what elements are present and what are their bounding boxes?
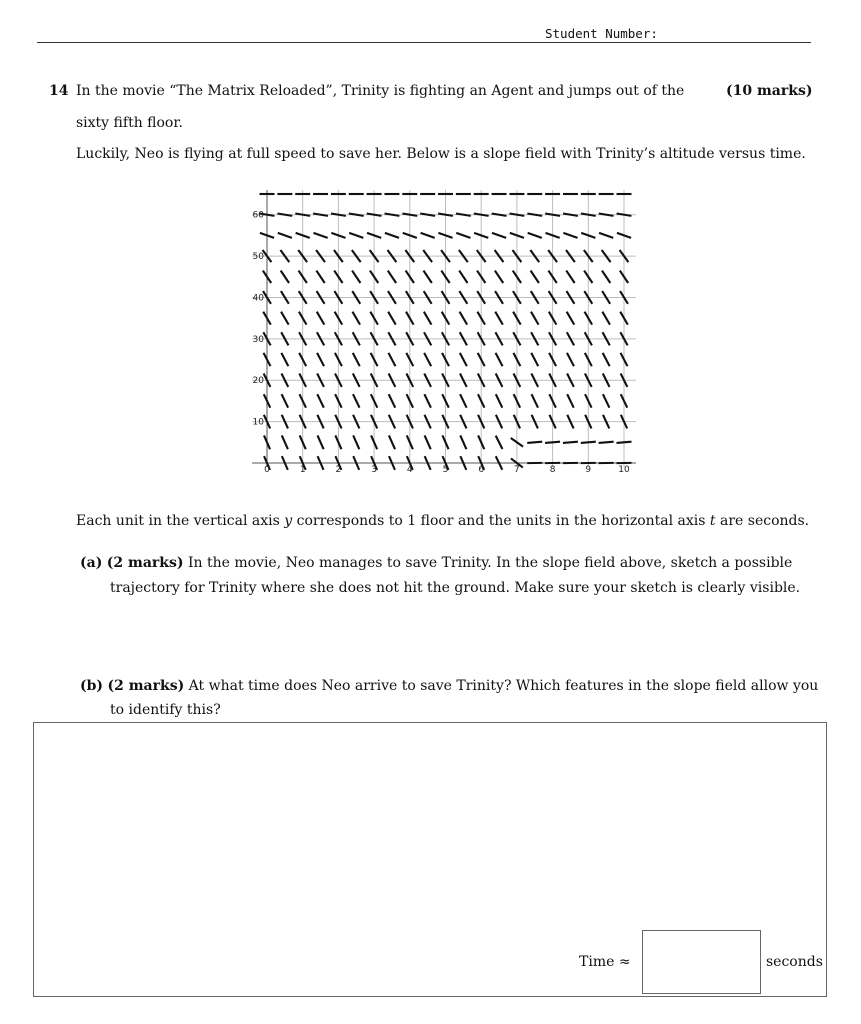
slope-segment-t4-y60 — [402, 213, 417, 215]
slope-segment-t7-y60 — [510, 213, 525, 215]
slope-segment-t5.5-y55 — [456, 233, 470, 238]
part-b-text-1: At what time does Neo arrive to save Trinity? Which features in the slope field allow you — [184, 678, 819, 694]
slope-segment-t9.5-y35 — [602, 312, 610, 325]
slope-segment-t6.5-y25 — [496, 353, 503, 366]
slope-segment-t6.5-y60 — [492, 213, 507, 215]
units-text-middle: corresponds to 1 floor and the units in the horizontal axis — [292, 513, 710, 529]
seconds-label: seconds — [766, 954, 823, 970]
slope-segment-t5.5-y60 — [456, 213, 471, 215]
student-number-label: Student Number: — [545, 26, 658, 41]
slope-segment-t8.5-y35 — [567, 312, 575, 325]
slope-segment-t5-y60 — [438, 213, 453, 215]
slope-segment-t3.5-y25 — [388, 353, 395, 366]
slope-segment-t3-y60 — [367, 213, 382, 215]
slope-segment-t7.5-y45 — [531, 271, 539, 283]
slope-segment-t8-y60 — [545, 213, 560, 215]
slope-segment-t1.5-y45 — [316, 271, 324, 283]
slope-field-chart[interactable] — [240, 180, 640, 480]
slope-segment-t1.5-y15 — [317, 394, 324, 408]
slope-segment-t9.5-y15 — [603, 394, 610, 408]
grid-lines — [252, 190, 636, 467]
part-b-line-2: to identify this? — [110, 702, 221, 718]
units-text-before-y: Each unit in the vertical axis — [76, 513, 285, 529]
slope-segment-t4.5-y35 — [424, 312, 432, 325]
x-tick-label-0: 0 — [264, 465, 270, 475]
slope-segment-t1.5-y60 — [313, 213, 328, 215]
x-tick-label-1: 1 — [299, 465, 306, 475]
question-intro-line-3: Luckily, Neo is flying at full speed to save her. Below is a slope field with Trinity’s altitude versus time. — [76, 146, 806, 162]
slope-segment-t0.5-y25 — [281, 353, 288, 366]
slope-segment-t9-y5 — [581, 442, 596, 443]
slope-segment-t7.5-y15 — [532, 394, 539, 408]
question-intro-line-1: In the movie “The Matrix Reloaded”, Trinity is fighting an Agent and jumps out of the — [76, 83, 685, 99]
slope-segment-t2.5-y15 — [353, 394, 360, 408]
slope-segment-t6.5-y5 — [496, 436, 503, 449]
slope-segment-t0.5-y35 — [281, 312, 289, 325]
y-variable: y — [284, 513, 293, 529]
y-tick-label-50: 50 — [252, 252, 264, 263]
slope-segment-t0.5-y60 — [277, 213, 292, 215]
slope-segment-t7.5-y60 — [527, 213, 542, 215]
slope-segment-t0.5-y45 — [281, 271, 289, 283]
x-tick-label-8: 8 — [549, 465, 556, 475]
units-description — [76, 512, 809, 530]
slope-segment-t8.5-y15 — [567, 394, 574, 408]
slope-segment-t2-y60 — [331, 213, 346, 215]
slope-segment-t6.5-y55 — [492, 233, 506, 238]
slope-segment-t9.5-y25 — [603, 353, 610, 366]
slope-segment-t3.5-y15 — [389, 394, 396, 408]
slope-segment-t2.5-y5 — [353, 435, 359, 449]
slope-segment-t2.5-y60 — [349, 213, 364, 215]
slope-segment-t8.5-y5 — [563, 442, 578, 443]
slope-segment-t6.5-y35 — [495, 312, 503, 325]
units-text-after-t: are seconds. — [715, 513, 810, 529]
x-tick-label-10: 10 — [618, 465, 630, 475]
x-tick-label-6: 6 — [478, 465, 485, 475]
slope-segment-t2.5-y55 — [349, 233, 363, 238]
slope-segment-t5.5-y5 — [460, 435, 466, 449]
slope-segment-t4.5-y5 — [425, 435, 431, 449]
slope-segment-t8.5-y25 — [567, 353, 574, 366]
slope-segment-t1.5-y25 — [317, 353, 324, 366]
y-tick-label-20: 20 — [252, 376, 264, 387]
slope-segment-t0.5-y5 — [282, 435, 288, 449]
slope-segment-t8.5-y60 — [563, 213, 578, 215]
slope-segment-t1.5-y5 — [318, 435, 324, 449]
x-tick-label-2: 2 — [335, 465, 342, 475]
x-tick-label-3: 3 — [371, 465, 377, 475]
part-a-text-1: In the movie, Neo manages to save Trinity. In the slope field above, sketch a possible — [183, 555, 793, 571]
part-b-label: (b) — [80, 678, 104, 694]
time-answer-input[interactable] — [642, 930, 761, 994]
slope-segment-t9.5-y55 — [599, 233, 613, 238]
slope-segment-t9.5-y60 — [599, 213, 614, 215]
part-a-line-1 — [80, 554, 792, 572]
slope-segment-t4.5-y25 — [424, 353, 431, 366]
part-b-line-1 — [80, 677, 818, 695]
header-rule — [37, 42, 811, 43]
slope-segment-t5.5-y15 — [460, 394, 467, 408]
x-tick-label-7: 7 — [514, 465, 520, 475]
x-tick-label-5: 5 — [442, 465, 449, 475]
slope-segment-t6.5-y45 — [495, 271, 503, 283]
slope-segment-t4.5-y15 — [424, 394, 431, 408]
slope-segment-t10-y60 — [617, 213, 632, 215]
slope-segment-t8.5-y55 — [563, 233, 577, 238]
slope-segment-t3.5-y60 — [385, 213, 400, 215]
y-tick-label-40: 40 — [252, 293, 264, 304]
slope-segment-t5.5-y35 — [460, 312, 468, 325]
slope-segment-t2.5-y45 — [352, 271, 360, 283]
slope-segment-t8.5-y45 — [566, 271, 574, 283]
question-intro-line-2: sixty fifth floor. — [76, 115, 183, 131]
question-number: 14 — [49, 83, 69, 99]
slope-segment-t9-y60 — [581, 213, 596, 215]
slope-segment-t5.5-y25 — [460, 353, 467, 366]
part-a-label: (a) — [80, 555, 103, 571]
slope-segment-t2.5-y25 — [353, 353, 360, 366]
x-tick-label-9: 9 — [585, 465, 592, 475]
slope-segment-t10-y5 — [617, 442, 632, 443]
slope-segment-t8-y5 — [545, 442, 560, 443]
axes — [252, 190, 636, 467]
slope-segment-t1.5-y35 — [317, 312, 325, 325]
y-tick-label-30: 30 — [252, 334, 264, 345]
slope-segment-t7.5-y25 — [531, 353, 538, 366]
slope-segment-t3.5-y5 — [389, 435, 395, 449]
slope-segment-t1-y60 — [295, 213, 310, 215]
slope-segment-t0.5-y15 — [282, 394, 289, 408]
slope-segment-t4.5-y55 — [421, 233, 435, 238]
part-b-marks: (2 marks) — [107, 678, 185, 694]
slope-segment-t9.5-y45 — [602, 271, 610, 283]
y-tick-label-10: 10 — [252, 417, 264, 428]
slope-segment-t2.5-y35 — [352, 312, 360, 325]
slope-segment-t4.5-y45 — [423, 271, 431, 283]
slope-segment-t7.5-y35 — [531, 312, 539, 325]
slope-segment-t7.5-y5 — [527, 442, 542, 443]
part-a-marks: (2 marks) — [106, 555, 184, 571]
x-tick-label-4: 4 — [406, 465, 413, 475]
slope-segment-t6.5-y15 — [496, 394, 503, 408]
slope-segment-t5.5-y45 — [459, 271, 467, 283]
slope-segment-t6-y60 — [474, 213, 489, 215]
y-tick-label-60: 60 — [252, 210, 264, 221]
slope-segment-t4.5-y60 — [420, 213, 435, 215]
time-label: Time ≈ — [579, 954, 631, 970]
slope-segment-t3.5-y55 — [385, 233, 399, 238]
slope-segment-t1.5-y55 — [313, 233, 327, 238]
slope-segment-t3.5-y35 — [388, 312, 396, 325]
slope-segment-t0.5-y55 — [278, 233, 292, 238]
slope-segment-t7.5-y55 — [528, 233, 542, 238]
slope-segment-t9.5-y5 — [599, 442, 614, 443]
part-a-line-2: trajectory for Trinity where she does not hit the ground. Make sure your sketch is clearly visible. — [110, 580, 801, 596]
slope-segment-t3.5-y45 — [388, 271, 396, 283]
t-variable: t — [709, 513, 716, 529]
question-marks: (10 marks) — [726, 83, 813, 99]
